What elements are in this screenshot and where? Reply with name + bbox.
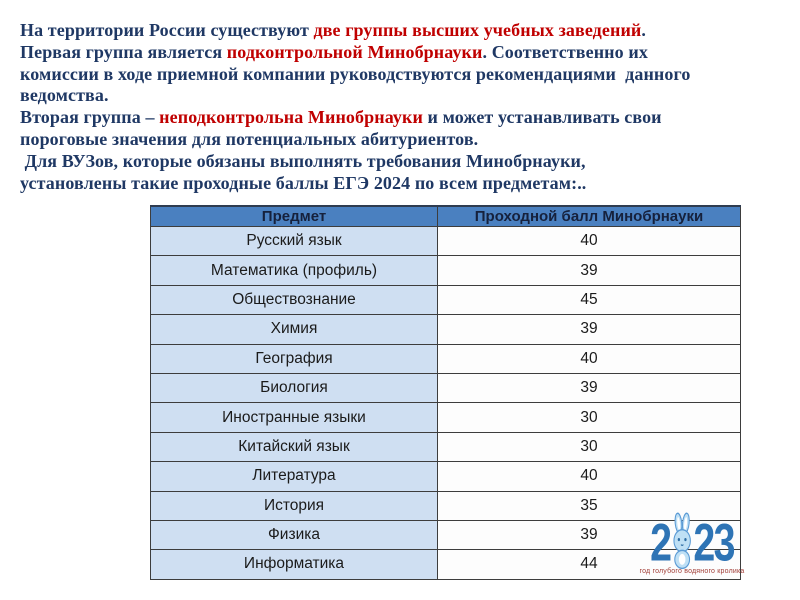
table-row: [151, 256, 741, 285]
score-cell: 30: [438, 403, 741, 432]
subject-cell: Русский язык: [151, 227, 438, 256]
intro-text-block: [20, 20, 790, 194]
table-row: [151, 373, 741, 402]
intro-highlight: неподконтрольна Минобрнауки: [159, 107, 423, 128]
subject-cell: История: [151, 491, 438, 520]
intro-line: [20, 107, 790, 129]
subject-cell: Китайский язык: [151, 432, 438, 461]
score-cell: 40: [438, 227, 741, 256]
intro-line: [20, 129, 790, 151]
logo-digits: 23: [693, 514, 734, 573]
subject-cell: Физика: [151, 520, 438, 549]
subject-cell: География: [151, 344, 438, 373]
table-row: [151, 344, 741, 373]
score-cell: 35: [438, 491, 741, 520]
intro-text-segment: Вторая группа –: [20, 107, 160, 128]
year-2023-logo: [638, 510, 746, 575]
intro-text-segment: пороговые значения для потенциальных абитуриентов.: [20, 128, 479, 149]
intro-text-segment: Первая группа является: [20, 41, 227, 62]
table-row: [151, 315, 741, 344]
score-cell: 40: [438, 462, 741, 491]
table-row: [151, 462, 741, 491]
score-cell: 39: [438, 315, 741, 344]
intro-highlight: подконтрольной Минобрнауки: [226, 41, 483, 62]
table-header-row: [151, 206, 741, 227]
intro-text-segment: и может устанавливать свои: [422, 107, 662, 128]
table-header-score: Проходной балл Минобрнауки: [438, 206, 741, 227]
table-row: [151, 403, 741, 432]
score-cell: 30: [438, 432, 741, 461]
table-row: [151, 432, 741, 461]
score-cell: 39: [438, 520, 741, 549]
subject-cell: Химия: [151, 315, 438, 344]
intro-highlight: две группы высших учебных заведений: [313, 20, 642, 40]
intro-text-segment: . Соответственно их: [482, 41, 648, 62]
score-cell: 44: [438, 550, 741, 579]
subject-cell: Информатика: [151, 550, 438, 579]
logo-caption: год голубого водяного кролика: [639, 568, 745, 575]
score-cell: 39: [438, 373, 741, 402]
subject-cell: Биология: [151, 373, 438, 402]
intro-line: [20, 64, 790, 86]
rabbit-icon: [670, 512, 693, 569]
score-cell: 39: [438, 256, 741, 285]
table-row: [151, 227, 741, 256]
intro-text-segment: Для ВУЗов, которые обязаны выполнять требования Минобрнауки,: [20, 150, 586, 171]
score-cell: 40: [438, 344, 741, 373]
intro-text-segment: установлены такие проходные баллы ЕГЭ 2024 по всем предметам:..: [20, 172, 587, 193]
intro-text-segment: ведомства.: [20, 85, 109, 106]
intro-text-segment: На территории России существуют: [20, 20, 314, 40]
intro-text-segment: .: [641, 20, 646, 40]
intro-line: [20, 173, 790, 195]
subject-cell: Математика (профиль): [151, 256, 438, 285]
intro-line: [20, 85, 790, 107]
logo-digit: 2: [650, 514, 671, 573]
intro-line: [20, 42, 790, 64]
subject-cell: Иностранные языки: [151, 403, 438, 432]
subject-cell: Литература: [151, 462, 438, 491]
table-row: [151, 285, 741, 314]
table-header-subject: Предмет: [151, 206, 438, 227]
intro-line: [20, 20, 790, 42]
intro-line: [20, 151, 790, 173]
subject-cell: Обществознание: [151, 285, 438, 314]
intro-text-segment: комиссии в ходе приемной компании руководствуются рекомендациями данного: [20, 63, 691, 84]
score-cell: 45: [438, 285, 741, 314]
